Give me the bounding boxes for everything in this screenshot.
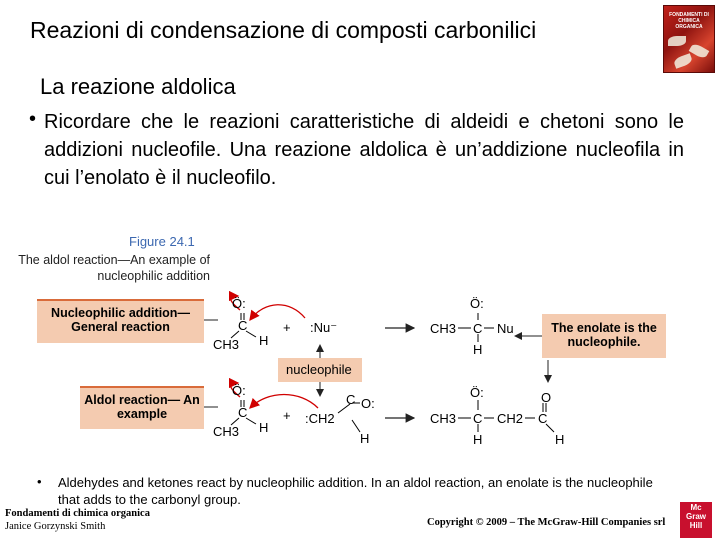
ch3-label: CH3	[213, 337, 240, 352]
footer-book-title: Fondamenti di chimica organica	[5, 508, 150, 519]
nucleophile-label: nucleophile	[286, 362, 352, 377]
oxygen-label: Ö:	[470, 296, 484, 311]
figure-label: Figure 24.1	[129, 234, 195, 249]
carbon-label: C	[473, 411, 483, 426]
publisher-logo: Mc Graw Hill	[680, 502, 712, 538]
bond	[246, 331, 256, 337]
curved-arrow-nucleophile	[250, 305, 305, 320]
nucleophile-label: :Nu⁻	[310, 320, 338, 335]
carbon-label: C	[538, 411, 548, 426]
slide-subtitle: La reazione aldolica	[40, 74, 236, 99]
ch3-label: CH3	[430, 321, 457, 336]
oxygen-label: Ö:	[232, 296, 246, 311]
bond	[352, 420, 360, 432]
footer-copyright: Copyright © 2009 – The McGraw-Hill Companies srl	[427, 517, 666, 528]
enolate-note: The enolate is the nucleophile.	[551, 321, 657, 349]
carbon-label: C	[346, 392, 356, 407]
footer-book-info	[5, 507, 150, 533]
oxygen-label: Ö:	[470, 385, 484, 400]
h-label: H	[259, 420, 269, 435]
h-label: H	[473, 432, 483, 447]
ch3-label: CH3	[430, 411, 457, 426]
footer-author: Janice Gorzynski Smith	[5, 521, 106, 532]
h-label: H	[360, 431, 370, 446]
carbon-label: C	[473, 321, 483, 336]
enolate-ch2-label: :CH2	[305, 411, 335, 426]
carbon-label: C	[238, 405, 248, 420]
bond	[246, 418, 256, 424]
figure-caption: The aldol reaction—An example of nucleophilic addition	[18, 253, 210, 283]
plus-sign: +	[283, 320, 291, 335]
nu-product-label: Nu	[497, 321, 514, 336]
figure-footnote: Aldehydes and ketones react by nucleophilic addition. In an aldol reaction, an enolate is the nucleophile that adds to the carbonyl group.	[58, 475, 653, 507]
enolate-oxygen-label: O:	[361, 396, 375, 411]
ch3-label: CH3	[213, 424, 240, 439]
carbon-label: C	[238, 318, 248, 333]
oxygen-label: O	[541, 390, 552, 405]
bullet-marker: •	[29, 108, 37, 130]
figure-bullet-marker: •	[37, 474, 42, 489]
plus-sign: +	[283, 408, 291, 423]
bullet-text: Ricordare che le reazioni caratteristiche di aldeidi e chetoni sono le addizioni nucleofile. Una reazione aldolica è un’addizione nucleofila in cui l’enolato è il nucleofilo.	[44, 111, 684, 189]
book-cover-title: FONDAMENTI DI CHIMICA ORGANICA	[669, 12, 709, 30]
ch2-label: CH2	[497, 411, 524, 426]
panel-general-title: Nucleophilic addition— General reaction	[51, 306, 190, 334]
h-label: H	[555, 432, 565, 447]
slide-title: Reazioni di condensazione di composti carbonilici	[30, 17, 537, 43]
oxygen-label: Ö:	[232, 383, 246, 398]
panel-aldol-title: Aldol reaction— An example	[84, 393, 200, 421]
h-label: H	[473, 342, 483, 357]
h-label: H	[259, 333, 269, 348]
curved-arrow-enolate	[250, 395, 318, 409]
